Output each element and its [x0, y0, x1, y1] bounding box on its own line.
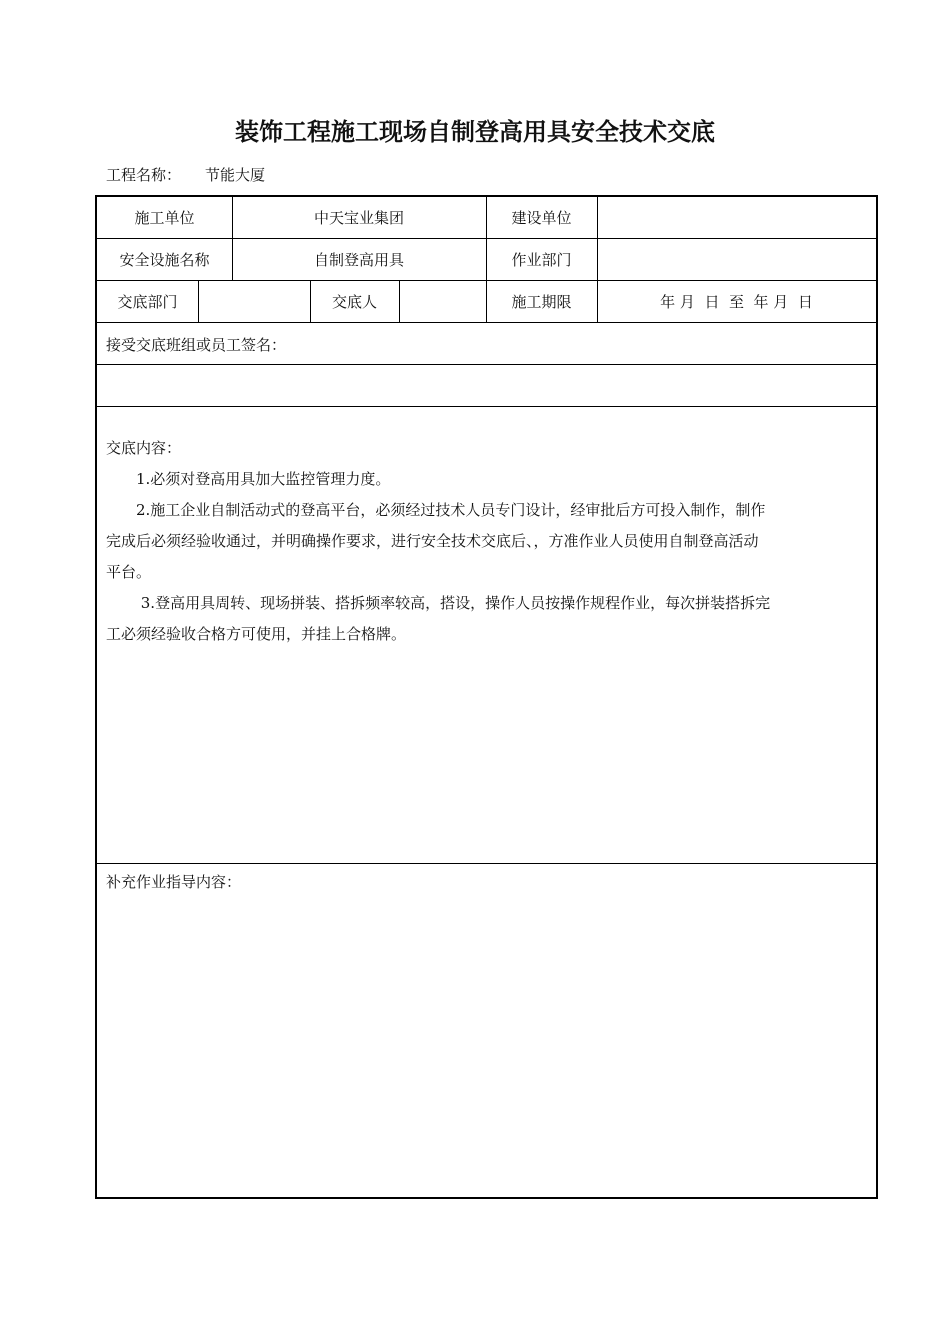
signature-label: 接受交底班组或员工签名： — [106, 336, 287, 354]
owner-unit-label: 建设单位 — [511, 209, 572, 227]
content-line: 完成后必须经验收通过，并明确操作要求，进行安全技术交底后、，方准作业人员使用自制登高活动 — [106, 532, 759, 550]
document-title: 装饰工程施工现场自制登高用具安全技术交底 — [235, 118, 715, 146]
project-name-line — [106, 164, 265, 185]
row-divider — [97, 406, 876, 407]
disclosing-department-label: 交底部门 — [117, 293, 178, 311]
row-divider — [97, 863, 876, 864]
content-line: 平台。 — [106, 563, 152, 581]
project-name-value: 节能大厦 — [205, 166, 266, 184]
disclosing-department-value — [198, 281, 310, 322]
construction-period-value: 年 月 日 至 年 月 日 — [660, 293, 813, 311]
construction-unit-value: 中天宝业集团 — [313, 209, 404, 227]
discloser-value — [399, 281, 486, 322]
facility-name-label: 安全设施名称 — [119, 251, 210, 269]
discloser-label: 交底人 — [331, 293, 377, 311]
disclosure-content — [106, 433, 770, 650]
work-department-label: 作业部门 — [511, 251, 572, 269]
content-line: 3.登高用具周转、现场拼装、搭拆频率较高，搭设，操作人员按操作规程作业，每次拼装搭拆完 — [136, 594, 771, 612]
owner-unit-value — [597, 197, 876, 238]
construction-unit-label: 施工单位 — [134, 209, 195, 227]
content-label: 交底内容： — [106, 439, 182, 457]
project-name-label: 工程名称： — [106, 166, 182, 184]
work-department-value — [597, 239, 876, 280]
disclosure-form — [95, 195, 878, 1199]
content-line: 2.施工企业自制活动式的登高平台，必须经过技术人员专门设计，经审批后方可投入制作，制作 — [136, 501, 766, 519]
supplement-label: 补充作业指导内容： — [106, 873, 242, 891]
facility-name-value: 自制登高用具 — [313, 251, 404, 269]
content-line: 1.必须对登高用具加大监控管理力度。 — [136, 470, 391, 488]
content-line: 工必须经验收合格方可使用，并挂上合格牌。 — [106, 625, 407, 643]
row-divider — [97, 322, 876, 323]
row-divider — [97, 364, 876, 365]
construction-period-label: 施工期限 — [511, 293, 572, 311]
